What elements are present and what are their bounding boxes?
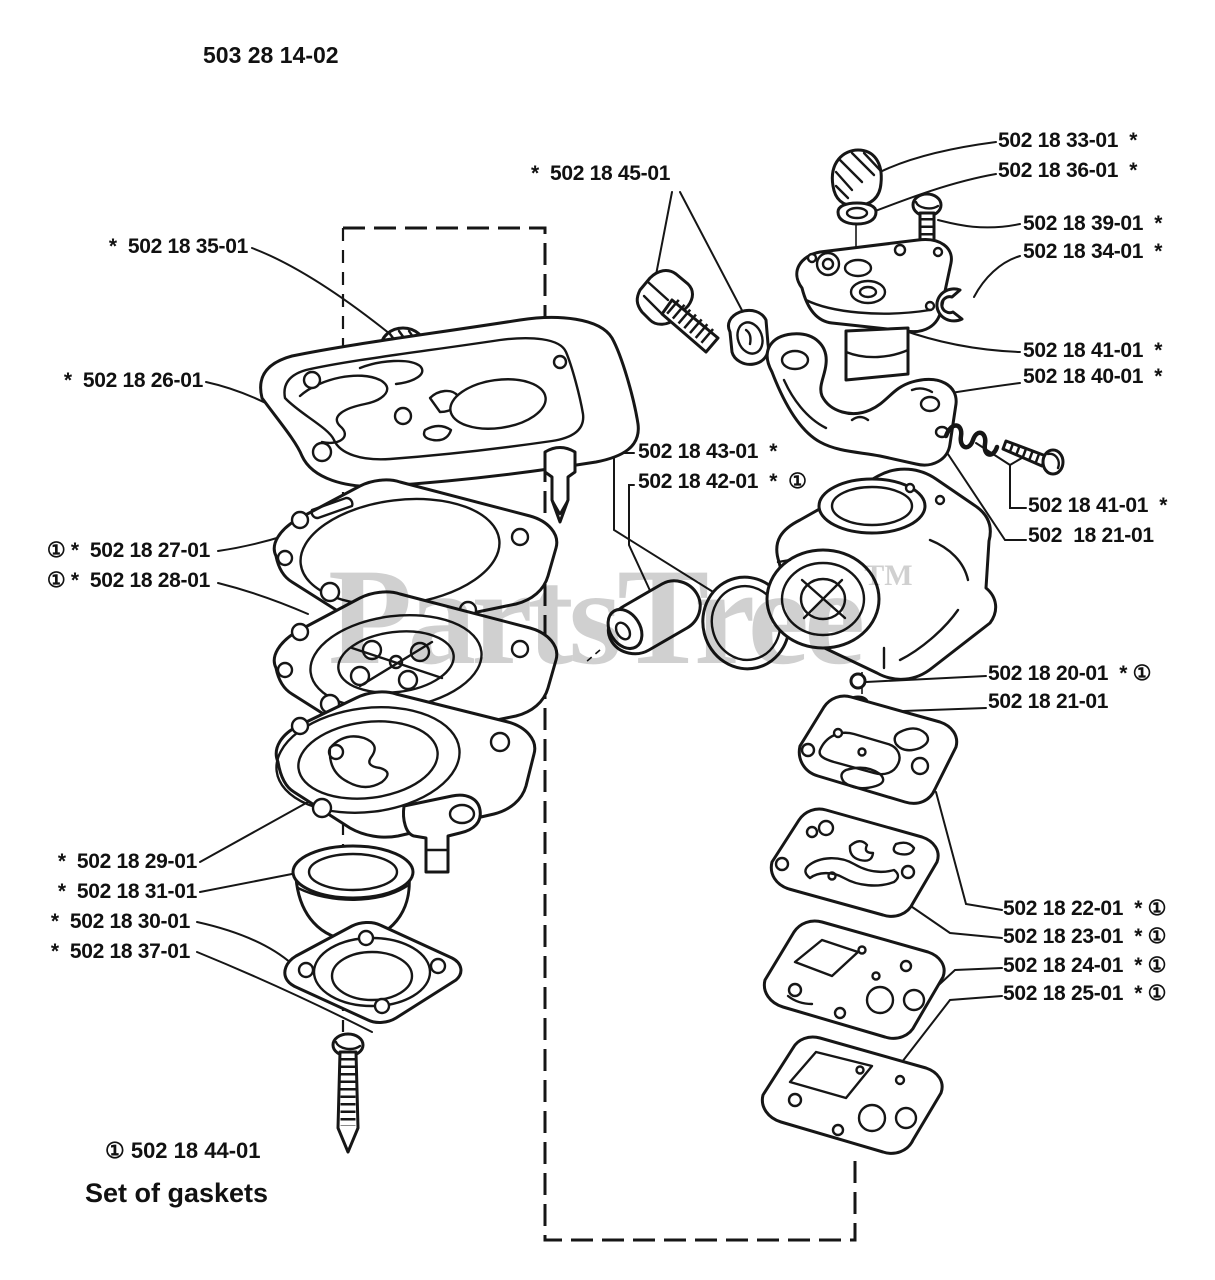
part-label-502-18-33-01: 502 18 33-01 *	[998, 129, 1138, 152]
part-adjuster-bolt	[637, 271, 718, 352]
part-label-502-18-45-01: * 502 18 45-01	[531, 162, 671, 185]
part-spring	[946, 425, 997, 454]
part-c-washer	[937, 289, 962, 321]
part-label-502-18-31-01: * 502 18 31-01	[57, 880, 197, 903]
part-bottom-plate	[762, 1037, 942, 1153]
leader-line	[938, 220, 1020, 227]
part-label-502-18-23-01: 502 18 23-01 * ①	[1003, 925, 1167, 948]
part-hex-nut	[728, 310, 768, 364]
part-label-502-18-39-01: 502 18 39-01 *	[1023, 212, 1163, 235]
part-flange-plate	[285, 922, 461, 1022]
part-metering-diaphragm	[771, 809, 938, 916]
watermark-text: PartsTree	[328, 540, 861, 693]
document-number: 503 28 14-02	[203, 42, 339, 68]
part-carburetor-top-cover	[261, 317, 639, 522]
part-label-502-18-41-01-b: 502 18 41-01 *	[1028, 494, 1168, 517]
part-label-502-18-26-01: * 502 18 26-01	[63, 369, 203, 392]
part-fuel-filter	[586, 581, 700, 662]
part-label-502-18-24-01: 502 18 24-01 * ①	[1003, 954, 1167, 977]
part-metering-gasket	[799, 696, 956, 803]
leader-line	[218, 583, 308, 614]
part-metering-body	[270, 692, 534, 872]
part-label-502-18-28-01: ① * 502 18 28-01	[46, 569, 210, 592]
leader-line	[252, 248, 390, 334]
part-inlet-needle	[851, 674, 865, 688]
part-label-502-18-22-01: 502 18 22-01 * ①	[1003, 897, 1167, 920]
part-label-502-18-37-01: * 502 18 37-01	[50, 940, 190, 963]
part-label-502-18-40-01: 502 18 40-01 *	[1023, 365, 1163, 388]
part-label-502-18-27-01: ① * 502 18 27-01	[46, 539, 210, 562]
leader-line	[878, 142, 996, 173]
leader-line	[974, 256, 1020, 297]
part-label-502-18-41-01-a: 502 18 41-01 *	[1023, 339, 1163, 362]
part-lower-gasket	[764, 921, 944, 1038]
leader-line	[936, 792, 1002, 910]
part-label-502-18-30-01: * 502 18 30-01	[50, 910, 190, 933]
part-label-502-18-43-01: 502 18 43-01 *	[638, 440, 778, 463]
part-label-502-18-34-01: 502 18 34-01 *	[1023, 240, 1163, 263]
part-label-502-18-25-01: 502 18 25-01 * ①	[1003, 982, 1167, 1005]
part-washer	[838, 203, 876, 224]
left-parts-stack	[261, 317, 639, 1152]
leader-line	[902, 900, 1002, 938]
part-label-502-18-21-01-a: 502 18 21-01	[1028, 524, 1154, 547]
part-label-502-18-36-01: 502 18 36-01 *	[998, 159, 1138, 182]
watermark-tm: TM	[864, 559, 913, 592]
footnote-part-number: ① 502 18 44-01	[105, 1138, 261, 1163]
part-label-502-18-20-01: 502 18 20-01 * ①	[988, 662, 1152, 685]
part-cap-screw	[832, 150, 881, 206]
part-label-502-18-35-01: * 502 18 35-01	[108, 235, 248, 258]
leader-line	[200, 873, 297, 892]
part-label-502-18-21-01-b: 502 18 21-01	[988, 690, 1109, 713]
part-bracket-screw	[1003, 441, 1063, 474]
footnote-caption: Set of gaskets	[85, 1178, 269, 1208]
part-gasket-set-screw	[333, 1034, 363, 1152]
leader-line	[655, 192, 672, 280]
part-carburetor-body	[767, 469, 996, 694]
part-label-502-18-29-01: * 502 18 29-01	[57, 850, 197, 873]
part-label-502-18-42-01: 502 18 42-01 * ①	[638, 470, 807, 493]
